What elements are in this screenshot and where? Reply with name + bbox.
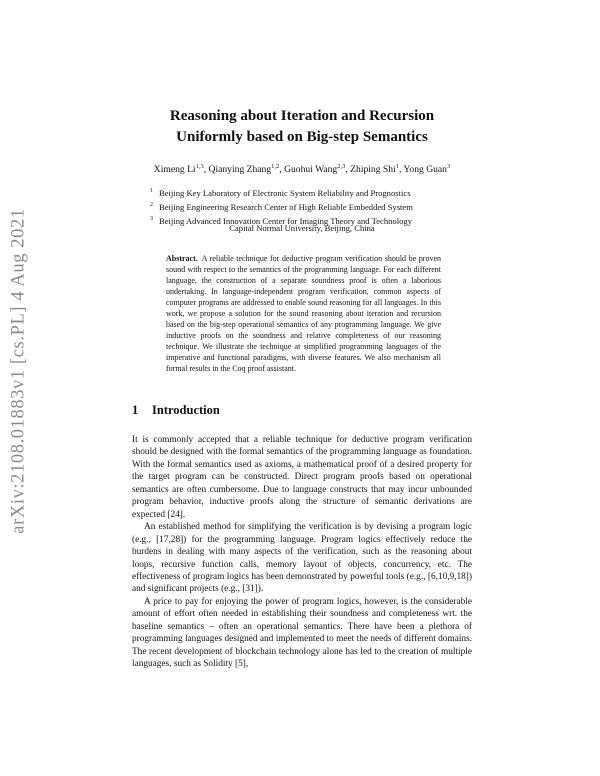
author: Yong Guan$^3$: [403, 163, 451, 176]
title-line: Reasoning about Iteration and Recursion: [169, 108, 435, 124]
abstract-label: Abstract.: [166, 254, 198, 263]
author: Guohui Wang$^{2,3}$: [284, 163, 346, 176]
affiliation: $^3$ Beijing Advanced Innovation Center for Imaging Theory and Technology: [150, 215, 413, 226]
paragraph: A price to pay for enjoying the power of program logics, however, is the considerable amount of effort often needed in establishing their soundness and completeness wrt. the baseline semantics – often an operational semantics. There have been a plethora of programming languages designed and implemented to meet the needs of different domains. The recent development of blockchain technology alone has led to the creation of multiple languages, such as Solidity [5],: [132, 596, 472, 670]
affiliation: $^1$ Beijing Key Laboratory of Electronic System Reliability and Prognostics: [150, 187, 411, 198]
author: Ximeng Li$^{1,3}$: [153, 163, 204, 176]
arxiv-identifier: [2, 196, 36, 546]
abstract: [166, 253, 441, 375]
section-title: Introduction: [152, 403, 220, 417]
author: Zhiping Shi$^1$: [350, 163, 399, 176]
affiliation: $^2$ Beijing Engineering Research Center of High Reliable Embedded System: [150, 201, 413, 212]
title-line: Uniformly based on Big-step Semantics: [176, 129, 428, 145]
author-list: Ximeng Li$^{1,3}$, Qianying Zhang$^{1,2}$, Guohui Wang$^{2,3}$, Zhiping Shi$^1$, Yong Guan$^3$: [153, 163, 451, 176]
university: Capital Normal University, Beijing, China: [229, 223, 375, 233]
paragraph: An established method for simplifying the verification is by devising a program logic (e.g., [17,28]) for the programming language. Program logics effectively reduce the burdens in dealing with many aspects of the verification, such as the reasoning about loops, recursive function calls, memory layout of objects, concurrency, etc. The effectiveness of program logics has been demonstrated by powerful tools (e.g., [6,10,9,18]) and significant projects (e.g., [31]).: [132, 522, 472, 595]
author: Qianying Zhang$^{1,2}$: [208, 163, 280, 176]
section-heading: [132, 403, 220, 418]
abstract-text: A reliable technique for deductive program verification should be proven sound with respect to the semantics of the programming language. For each different language, the construction of a separate soundness proof is often a laborious undertaking. In language-independent program verification, common aspects of computer programs are addressed to enable sound reasoning for all languages. In this work, we propose a solution for the sound reasoning about iteration and recursion based on the big-step operational semantics of any programming language. We give inductive proofs on the soundness and relative completeness of our reasoning technique. We illustrate the technique at simplified programming languages of the imperative and functional paradigms, with diverse features. We also mechanism all formal results in the Coq proof assistant.: [166, 254, 441, 374]
arxiv-identifier-text: arXiv:2108.01883v1 [cs.PL] 4 Aug 2021: [8, 208, 29, 534]
paragraph: It is commonly accepted that a reliable technique for deductive program verification should be designed with the formal semantics of the programming language as foundation. With the formal semantics used as axioms, a mathematical proof of a desired property for the target program can be constructed. Direct program proofs based on operational semantics are often cumbersome. Due to language constructs that may incur unbounded program behavior, inductive proofs along the structure of semantic derivations are expected [24].: [132, 435, 472, 520]
affiliation-list: [150, 185, 413, 227]
section-number: 1: [132, 403, 139, 417]
section-body: [132, 434, 472, 671]
paper-title: [132, 106, 472, 148]
